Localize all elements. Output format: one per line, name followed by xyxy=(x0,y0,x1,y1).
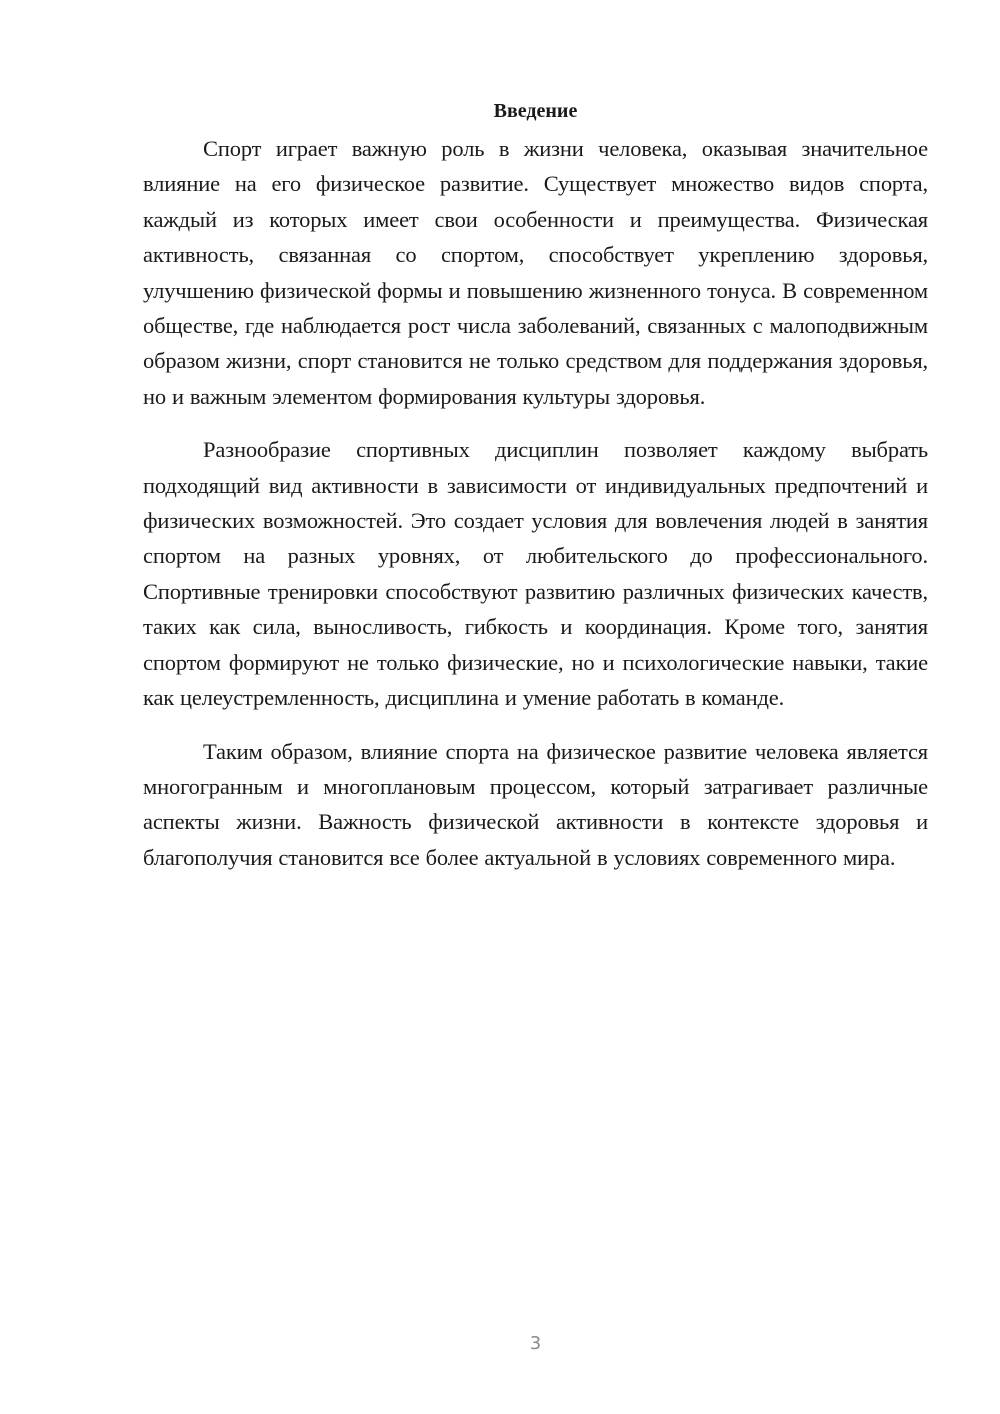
page-number: 3 xyxy=(529,1333,542,1354)
paragraph-1: Спорт играет важную роль в жизни человека, оказывая значительное влияние на его физическое развитие. Существует множество видов спорта, каждый из которых имеет свои особенности и преимущества. Физическая активность, связанная со спортом, способствует укреплению здоровья, улучшению физической формы и повышению жизненного тонуса. В современном обществе, где наблюдается рост числа заболеваний, связанных с малоподвижным образом жизни, спорт становится не только средством для поддержания здоровья, но и важным элементом формирования культуры здоровья. xyxy=(143,136,928,409)
paragraph-3: Таким образом, влияние спорта на физическое развитие человека является многогранным и многоплановым процессом, который затрагивает различные аспекты жизни. Важность физической активности в контексте здоровья и благополучия становится все более актуальной в условиях современного мира. xyxy=(143,738,928,870)
section-title: Введение xyxy=(493,100,578,122)
page-content xyxy=(143,96,928,875)
paragraph-2: Разнообразие спортивных дисциплин позволяет каждому выбрать подходящий вид активности в зависимости от индивидуальных предпочтений и физических возможностей. Это создает условия для вовлечения людей в занятия спортом на разных уровнях, от любительского до профессионального. Спортивные тренировки способствуют развитию различных физических качеств, таких как сила, выносливость, гибкость и координация. Кроме того, занятия спортом формируют не только физические, но и психологические навыки, такие как целеустремленность, дисциплина и умение работать в команде. xyxy=(143,437,928,711)
